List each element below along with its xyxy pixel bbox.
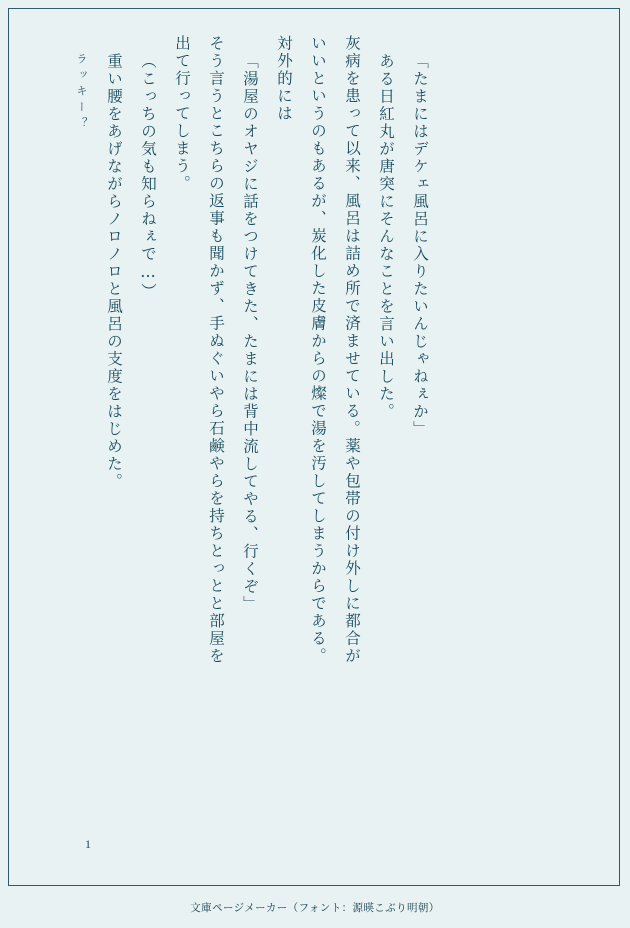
text-column: ラッキー？ [75, 53, 88, 133]
vertical-text-body [53, 35, 593, 815]
text-column: 対外的には [275, 35, 293, 123]
text-column: ある日紅丸が唐突にそんなことを言い出した。 [377, 53, 395, 421]
page-number: 1 [85, 837, 91, 851]
text-column: そう言うとこちらの返事も聞かず、手ぬぐいやら石鹸やらを持ちとっとと部屋を [207, 35, 225, 665]
text-column: 「たまにはデケェ風呂に入りたいんじゃねぇか」 [411, 53, 429, 438]
text-column: 重い腰をあげながらノロノロと風呂の支度をはじめた。 [105, 53, 123, 491]
text-column: 「湯屋のオヤジに話をつけてきた、たまには背中流してやる、行くぞ」 [241, 53, 259, 613]
text-column: 出て行ってしまう。 [173, 35, 191, 193]
footer-credit: 文庫ページメーカー（フォント：源暎こぶり明朝） [190, 902, 440, 914]
page-frame [8, 8, 620, 886]
text-column: （こっちの気も知らねぇで…） [139, 53, 157, 301]
text-column: いいというのもあるが、炭化した皮膚からの燦で湯を汚してしまうからである。 [309, 35, 327, 665]
text-column: 灰病を患って以来、風呂は詰め所で済ませている。薬や包帯の付け外しに都合が [343, 35, 361, 665]
